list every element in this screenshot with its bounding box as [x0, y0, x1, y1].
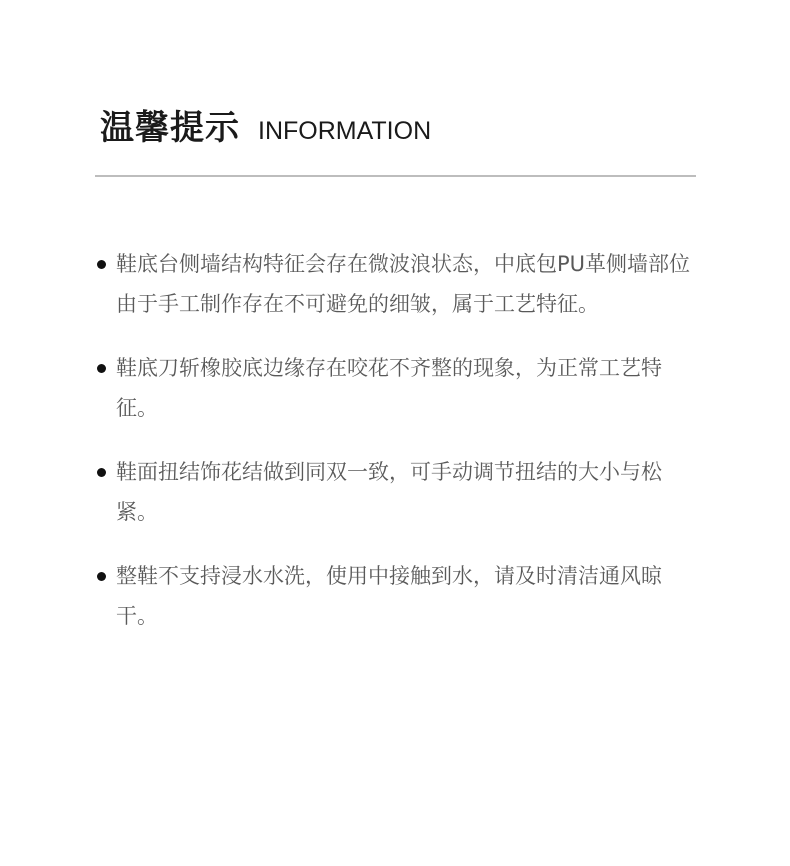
note-text: 鞋底台侧墙结构特征会存在微波浪状态，中底包PU革侧墙部位由于手工制作存在不可避免的细皱，属于工艺特征。: [116, 252, 691, 316]
bullet-dot-icon: [97, 572, 106, 581]
note-text: 鞋底刀斩橡胶底边缘存在咬花不齐整的现象，为正常工艺特征。: [116, 356, 662, 420]
list-item: [95, 452, 695, 532]
note-text: 鞋面扭结饰花结做到同双一致，可手动调节扭结的大小与松紧。: [116, 460, 662, 524]
note-text: 整鞋不支持浸水水洗，使用中接触到水，请及时清洁通风晾干。: [116, 564, 662, 628]
notes-list: [95, 244, 695, 660]
list-item: [95, 348, 695, 428]
list-item: [95, 244, 695, 324]
page-subtitle: INFORMATION: [258, 117, 432, 145]
bullet-dot-icon: [97, 468, 106, 477]
header-divider: [95, 175, 696, 177]
page-title: 温馨提示: [100, 108, 240, 148]
info-header: [100, 100, 431, 149]
bullet-dot-icon: [97, 260, 106, 269]
bullet-dot-icon: [97, 364, 106, 373]
list-item: [95, 556, 695, 636]
